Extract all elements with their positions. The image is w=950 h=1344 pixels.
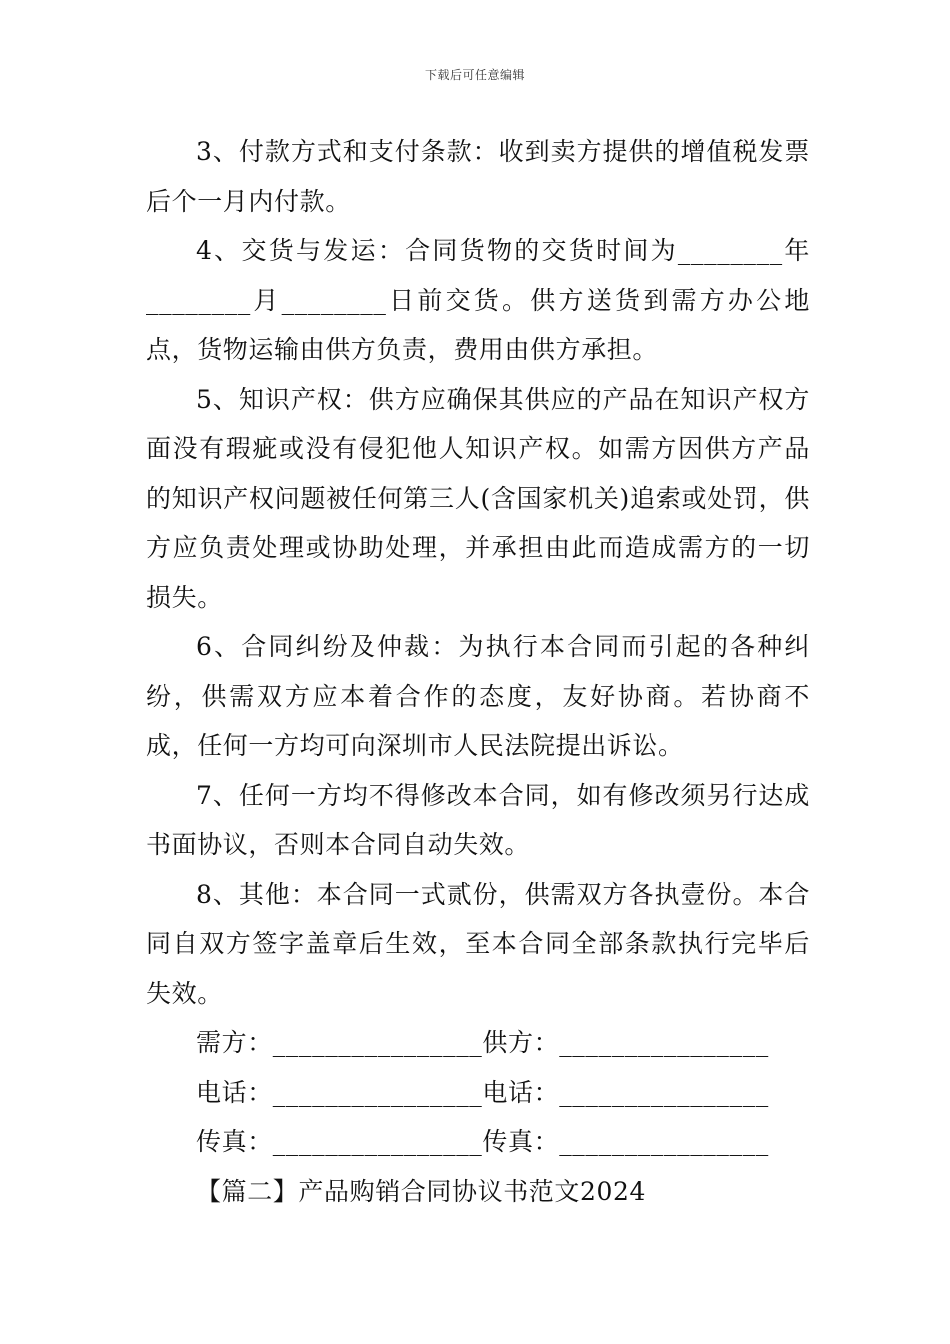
clause-delivery: 4、交货与发运：合同货物的交货时间为________年________月________日前交货。供方送货到需方办公地点，货物运输由供方负责，费用由供方承担。 <box>146 236 810 364</box>
document-body <box>146 127 810 1216</box>
clause-modification: 7、任何一方均不得修改本合同，如有修改须另行达成书面协议，否则本合同自动失效。 <box>146 780 810 859</box>
clause-other: 8、其他：本合同一式贰份，供需双方各执壹份。本合同自双方签字盖章后生效，至本合同全部条款执行完毕后失效。 <box>146 879 810 1008</box>
page-header: 下载后可任意编辑 <box>424 68 525 82</box>
signature-line-phone: 电话：________________电话：________________ <box>196 1077 769 1107</box>
section-title: 【篇二】产品购销合同协议书范文2024 <box>196 1176 647 1206</box>
signature-line-party: 需方：________________供方：________________ <box>196 1028 769 1057</box>
signature-line-fax: 传真：________________传真：________________ <box>196 1127 769 1156</box>
clause-ip: 5、知识产权：供方应确保其供应的产品在知识产权方面没有瑕疵或没有侵犯他人知识产权。如需方因供方产品的知识产权问题被任何第三人(含国家机关)追索或处罚，供方应负责处理或协助处理，并承担由此而造成需方的一切损失。 <box>146 384 810 612</box>
clause-dispute: 6、合同纠纷及仲裁：为执行本合同而引起的各种纠纷，供需双方应本着合作的态度，友好协商。若协商不成，任何一方均可向深圳市人民法院提出诉讼。 <box>146 632 810 760</box>
clause-payment: 3、付款方式和支付条款：收到卖方提供的增值税发票后个一月内付款。 <box>146 137 810 216</box>
